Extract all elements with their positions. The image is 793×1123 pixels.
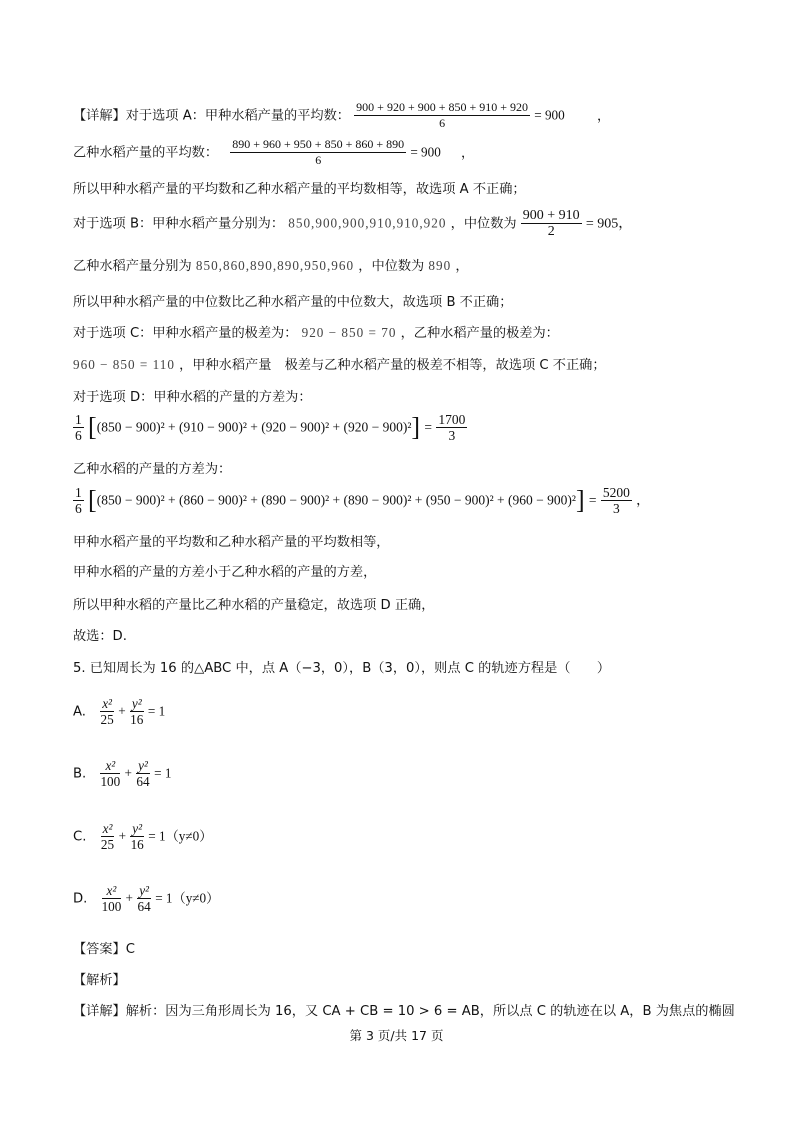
- option-c-label: 对于选项 C：甲种水稻产量的极差为：: [73, 326, 298, 341]
- variance-a-result-num: 1700: [438, 412, 466, 427]
- variance-a-line: $\frac{1}{6}$ [(850 − 900)² + (910 − 900)² + (920 − 900)² + (920 − 900)²] = $\frac{1700}{3}$: [75, 412, 466, 443]
- option-b-frac-y-num: y²: [138, 758, 148, 773]
- option-b-label: 对于选项 B：甲种水稻产量分别为：: [73, 216, 285, 232]
- variance-a-prefactor-den: 6: [75, 428, 82, 443]
- option-b-values: 850,900,900,910,910,920: [288, 215, 447, 231]
- variance-a-prefactor-num: 1: [75, 412, 82, 427]
- option-c-conclusion: ，甲种水稻产量 极差与乙种水稻产量的极差不相等，故选项 C 不正确；: [179, 358, 606, 373]
- option-b-median-result: = 905，: [585, 216, 633, 232]
- variance-b-line: $\frac{1}{6}$ [(850 − 900)² + (860 − 900)² + (890 − 900)² + (890 − 900)² + (950 − 900)² + (960 − 900)²] = $\frac{5200}{3}$ ，: [75, 485, 650, 516]
- yi-median-comma: ，: [455, 259, 469, 274]
- detail-a-fraction: [354, 100, 530, 131]
- variance-b-result: [601, 485, 632, 516]
- analysis-line: 【解析】: [73, 973, 126, 988]
- detail-last-line: 【详解】解析：因为三角形周长为 16，又 CA + CB = 10 > 6 = AB，所以点 C 的轨迹在以 A，B 为焦点的椭圆: [73, 1004, 735, 1019]
- text-line-13: 甲种水稻产量的平均数和乙种水稻产量的平均数相等，: [73, 535, 390, 550]
- option-b: B. $\frac{\text{x²}}{100}$ + $\frac{\text{y²}}{64}$ = 1: [73, 758, 172, 789]
- option-c-frac-x-num: x²: [102, 821, 113, 836]
- text-line-15: 所以甲种水稻的产量比乙种水稻的产量稳定，故选项 D 正确，: [73, 598, 435, 613]
- option-a-frac-x: [100, 696, 114, 727]
- text-line-9: 对于选项 D：甲种水稻的产量的方差为：: [73, 390, 312, 405]
- option-a-tail: = 1: [147, 703, 166, 719]
- option-a-label: A.: [73, 704, 86, 720]
- answer-line: 【答案】C: [73, 942, 135, 957]
- option-a-frac-x-num: x²: [102, 696, 112, 711]
- text-line-11: 乙种水稻的产量的方差为：: [73, 462, 232, 477]
- option-a: A. $\frac{\text{x²}}{25}$ + $\frac{\text{y²}}{16}$ = 1: [73, 696, 166, 727]
- question-5: 5. 已知周长为 16 的△ABC 中，点 A（−3，0），B（3，0），则点 C 的轨迹方程是（ ）: [73, 661, 611, 676]
- option-d-frac-y-den: 64: [137, 899, 151, 914]
- option-c-line: [73, 324, 559, 343]
- yi-avg-result: = 900: [410, 144, 441, 160]
- variance-a-body: (850 − 900)² + (910 − 900)² + (920 − 900)² + (920 − 900)²: [96, 419, 412, 435]
- option-b-line: [73, 208, 632, 239]
- variance-b-prefactor-num: 1: [75, 485, 82, 500]
- detail-a-result: = 900: [534, 107, 565, 123]
- option-d-tail: = 1（y≠0）: [155, 890, 220, 906]
- option-d-frac-x-den: 100: [101, 899, 122, 914]
- option-c-range-b-label: ，乙种水稻产量的极差为：: [400, 326, 559, 341]
- option-b-median-label: ，中位数为: [450, 216, 517, 232]
- text-line-16: 故选：D.: [73, 629, 127, 644]
- option-c-frac-y-den: 16: [130, 837, 144, 852]
- variance-b-body: (850 − 900)² + (860 − 900)² + (890 − 900)² + (890 − 900)² + (950 − 900)² + (960 − 900)²: [96, 492, 576, 508]
- option-a-frac-x-den: 25: [100, 712, 114, 727]
- option-b-frac-x-num: x²: [100, 758, 120, 774]
- yi-values-line: [73, 257, 469, 276]
- yi-avg-fraction: [230, 137, 406, 168]
- option-b-frac-y-den: 64: [136, 774, 150, 789]
- yi-median-value: 890: [428, 258, 452, 273]
- detail-a-comma: ，: [596, 108, 611, 124]
- variance-b-result-num: 5200: [602, 485, 630, 500]
- option-c: C. $\frac{\text{x²}}{25}$ + $\frac{\text{y²}}{16}$ = 1（y≠0）: [73, 821, 213, 852]
- option-c-frac-y: [130, 821, 144, 852]
- variance-b-prefactor-den: 6: [75, 501, 82, 516]
- option-c-frac-x: [101, 821, 115, 852]
- option-b-tail: = 1: [154, 765, 172, 781]
- option-a-frac-y-den: 16: [130, 712, 144, 727]
- option-b-frac-y: [136, 758, 150, 789]
- option-c-frac-x-den: 25: [100, 837, 115, 852]
- option-b-median-denominator: 2: [547, 224, 555, 239]
- yi-median-label: ，中位数为: [358, 259, 425, 274]
- variance-b-prefactor: [73, 485, 84, 516]
- option-d: D. $\frac{\text{x²}}{100}$ + $\frac{\text{y²}}{64}$ = 1（y≠0）: [73, 883, 220, 914]
- detail-a-label: 【详解】对于选项 A：甲种水稻产量的平均数：: [73, 108, 350, 124]
- yi-avg-numerator: 890 + 960 + 950 + 850 + 860 + 890: [232, 137, 405, 151]
- yi-avg-label: 乙种水稻产量的平均数：: [73, 145, 219, 161]
- page-footer: 第 3 页/共 17 页: [349, 1028, 444, 1043]
- option-d-frac-y-num: y²: [139, 883, 149, 898]
- option-b-frac-x: [100, 758, 120, 789]
- detail-a-numerator: 900 + 920 + 900 + 850 + 910 + 920: [356, 100, 529, 114]
- variance-b-result-den: 3: [612, 501, 620, 516]
- variance-a-prefactor: [73, 412, 84, 443]
- option-c-choice-label: C.: [73, 829, 87, 845]
- detail-a-line: [73, 100, 610, 131]
- yi-avg-line: [73, 137, 474, 168]
- option-d-frac-x: [102, 883, 122, 914]
- option-b-median-numerator: 900 + 910: [522, 208, 580, 223]
- option-c-tail: = 1（y≠0）: [148, 828, 213, 844]
- yi-avg-denominator: 6: [315, 153, 322, 167]
- option-b-choice-label: B.: [73, 766, 87, 782]
- yi-values-label: 乙种水稻产量分别为: [73, 259, 192, 274]
- yi-values: 850,860,890,890,950,960: [195, 258, 355, 273]
- variance-a-result-den: 3: [448, 428, 456, 443]
- variance-b-comma: ，: [636, 492, 650, 509]
- text-line-3: 所以甲种水稻产量的平均数和乙种水稻产量的平均数相等，故选项 A 不正确；: [73, 182, 526, 197]
- option-b-median-fraction: [521, 208, 582, 239]
- variance-a-result: [436, 412, 467, 443]
- option-b-frac-x-den: 100: [100, 774, 121, 789]
- yi-avg-comma: ，: [461, 145, 475, 161]
- option-d-frac-y: [137, 883, 151, 914]
- option-c-range-a: 920 − 850 = 70: [301, 325, 397, 340]
- detail-a-denominator: 6: [439, 116, 446, 130]
- option-a-frac-y-num: y²: [131, 696, 142, 711]
- option-c-frac-y-num: y²: [132, 821, 143, 836]
- option-d-choice-label: D.: [73, 891, 88, 907]
- option-d-frac-x-num: x²: [102, 883, 122, 899]
- option-c-range-line: [73, 356, 606, 375]
- option-c-range-b: 960 − 850 = 110: [73, 357, 175, 372]
- text-line-14: 甲种水稻的产量的方差小于乙种水稻的产量的方差，: [73, 565, 377, 580]
- option-a-frac-y: [130, 696, 144, 727]
- text-line-6: 所以甲种水稻产量的中位数比乙种水稻产量的中位数大，故选项 B 不正确；: [73, 295, 513, 310]
